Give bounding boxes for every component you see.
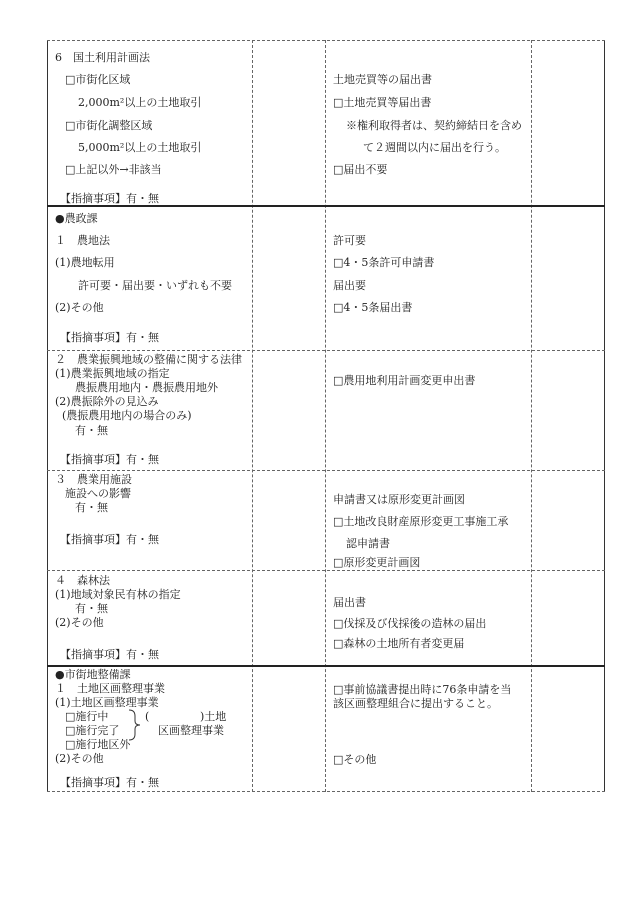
right-heading: 土地売買等の届出書 [333, 73, 432, 86]
checkbox-item[interactable]: □その他 [333, 753, 377, 766]
column-divider [252, 40, 253, 792]
checkbox-item[interactable]: □施行完了 [65, 724, 120, 737]
remarks: 【指摘事項】有・無 [60, 331, 159, 344]
section-heading: １ 土地区画整理事業 [55, 682, 165, 695]
right-heading: 許可要 [333, 234, 366, 247]
checkbox-item[interactable]: □土地売買等届出書 [333, 96, 432, 109]
item-text: 有・無 [75, 501, 108, 514]
item-text: 2,000m²以上の土地取引 [78, 96, 202, 109]
item-text: (2)農振除外の見込み [55, 395, 159, 408]
item-text: (農振農用地内の場合のみ) [62, 409, 192, 422]
checkbox-item[interactable]: □施行地区外 [65, 738, 131, 751]
checkbox-item[interactable]: □土地改良財産原形変更工事施工承 [333, 515, 509, 528]
item-text: (1)地域対象民有林の指定 [55, 588, 181, 601]
checkbox-item[interactable]: □届出不要 [333, 163, 388, 176]
remarks: 【指摘事項】有・無 [60, 533, 159, 546]
item-text: (2)その他 [55, 301, 104, 314]
item-text: 有・無 [75, 602, 108, 615]
section-heading: ２ 農業振興地域の整備に関する法律 [55, 353, 242, 366]
checkbox-item[interactable]: □原形変更計画図 [333, 556, 421, 569]
row-divider [47, 350, 605, 351]
item-text: 施設への影響 [65, 487, 131, 500]
checkbox-item[interactable]: □施行中 [65, 710, 109, 723]
section-heading: １ 農地法 [55, 234, 110, 247]
checkbox-item[interactable]: □農用地利用計画変更申出書 [333, 374, 476, 387]
checkbox-item[interactable]: □森林の土地所有者変更届 [333, 637, 465, 650]
note-text: て２週間以内に届出を行う。 [363, 141, 506, 154]
item-text: (1)農業振興地域の指定 [55, 367, 170, 380]
item-text: 5,000m²以上の土地取引 [78, 141, 202, 154]
brace-icon [127, 708, 143, 742]
row-divider [47, 470, 605, 471]
right-heading: 届出書 [333, 596, 366, 609]
item-text: 認申請書 [346, 537, 390, 550]
section-divider [47, 665, 605, 667]
form-table [47, 40, 605, 792]
item-text: 有・無 [75, 424, 108, 437]
row-divider [47, 40, 605, 41]
department-heading: ●市街地整備課 [55, 668, 131, 681]
remarks: 【指摘事項】有・無 [60, 776, 159, 789]
blank-suffix: )土地 [200, 710, 227, 723]
checkbox-item[interactable]: □事前協議書提出時に76条申請を当 [333, 683, 512, 696]
right-heading: 申請書又は原形変更計画図 [333, 493, 465, 506]
table-border-right [604, 40, 605, 792]
item-text: (2)その他 [55, 616, 104, 629]
checkbox-item[interactable]: □市街化調整区域 [65, 119, 153, 132]
column-divider [531, 40, 532, 792]
remarks: 【指摘事項】有・無 [60, 453, 159, 466]
checkbox-item[interactable]: □4・5条届出書 [333, 301, 413, 314]
item-text: (2)その他 [55, 752, 104, 765]
section-heading: ３ 農業用施設 [55, 473, 132, 486]
item-text: (1)土地区画整理事業 [55, 696, 159, 709]
right-heading: 届出要 [333, 279, 366, 292]
item-text: (1)農地転用 [55, 256, 115, 269]
blank-open-paren: ( [145, 710, 150, 723]
item-text: 農振農用地内・農振農用地外 [75, 381, 218, 394]
department-heading: ●農政課 [55, 212, 98, 225]
row-divider [47, 570, 605, 571]
checkbox-item[interactable]: □4・5条許可申請書 [333, 256, 435, 269]
remarks: 【指摘事項】有・無 [60, 192, 159, 205]
note-text: 該区画整理組合に提出すること。 [333, 697, 498, 710]
item-text: 区画整理事業 [158, 724, 224, 737]
section-heading: 6 国土利用計画法 [55, 51, 150, 64]
checkbox-item[interactable]: □伐採及び伐採後の造林の届出 [333, 617, 487, 630]
remarks: 【指摘事項】有・無 [60, 648, 159, 661]
item-text: 許可要・届出要・いずれも不要 [78, 279, 232, 292]
section-heading: ４ 森林法 [55, 574, 110, 587]
checkbox-item[interactable]: □市街化区域 [65, 73, 131, 86]
column-divider [325, 40, 326, 792]
table-border-left [47, 40, 48, 792]
checkbox-item[interactable]: □上記以外→非該当 [65, 163, 162, 176]
note-text: ※権利取得者は、契約締結日を含め [346, 119, 522, 132]
table-bottom [47, 791, 605, 792]
